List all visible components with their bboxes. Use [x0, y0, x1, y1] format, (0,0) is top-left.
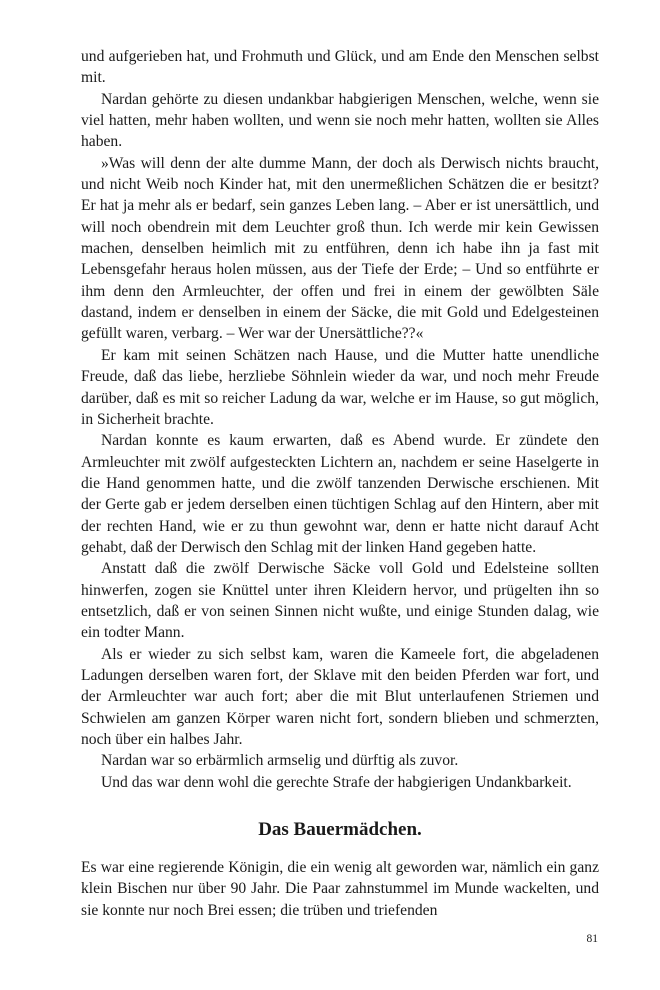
page-number: 81	[586, 933, 598, 945]
paragraph-3: »Was will denn der alte dumme Mann, der doch als Derwisch nichts braucht, und nicht Weib noch Kinder hat, mit den unermeßlichen Schätzen die er besitzt? Er hat ja mehr als er bedarf, sein ganzes Leben lang. – Aber er ist unersättlich, und will noch obendrein mit dem Leuchter groß thun. Ich werde mir kein Gewissen machen, denselben heimlich mit zu entführen, denn ich habe ihn ja fast mit Lebensgefahr heraus holen müssen, aus der Tiefe der Erde; – Und so entführte er ihm denn den Armleuchter, der offen und frei in einem der gewölbten Säle dastand, indem er denselben in einem der Säcke, die mit Gold und Edelgesteinen gefüllt waren, verbarg. – Wer war der Unersättliche??«	[81, 154, 599, 343]
paragraph-4: Er kam mit seinen Schätzen nach Hause, und die Mutter hatte unendliche Freude, daß das liebe, herzliebe Söhnlein wieder da war, und noch mehr Freude darüber, daß es mit so reicher Ladung da war, welche er im Hause, so gut möglich, in Sicherheit brachte.	[81, 346, 599, 428]
book-page	[81, 46, 599, 921]
paragraph-5: Nardan konnte es kaum erwarten, daß es Abend wurde. Er zündete den Armleuchter mit zwölf aufgesteckten Lichtern an, nachdem er seine Haselgerte in die Hand genommen hatte, und die zwölf tanzenden Derwische erschienen. Mit der Gerte gab er jedem derselben einen tüchtigen Schlag auf den Hintern, aber mit der rechten Hand, wie er zu thun gewohnt war, denn er hatte nicht darauf Acht gehabt, daß der Derwisch den Schlag mit der linken Hand gegeben hatte.	[81, 432, 599, 556]
paragraph-8: Nardan war so erbärmlich armselig und dürftig als zuvor.	[101, 752, 459, 770]
paragraph-6: Anstatt daß die zwölf Derwische Säcke voll Gold und Edelsteine sollten hinwerfen, zogen sie Knüttel unter ihren Kleidern hervor, und prügelten ihn so entsetzlich, daß er von seinen Sinnen nicht wußte, und einige Stunden dalag, wie ein todter Mann.	[81, 560, 599, 642]
paragraph-9: Und das war denn wohl die gerechte Strafe der habgierigen Undankbarkeit.	[101, 773, 572, 791]
chapter-heading: Das Bauermädchen.	[258, 819, 422, 841]
paragraph-2: Nardan gehörte zu diesen undankbar habgierigen Menschen, welche, wenn sie viel hatten, mehr haben wollten, und wenn sie noch mehr hatten, wollten sie Alles haben.	[81, 90, 599, 151]
paragraph-7: Als er wieder zu sich selbst kam, waren die Kameele fort, die abgeladenen Ladungen derselben waren fort, der Sklave mit den beiden Pferden war fort, und der Armleuchter war auch fort; aber die mit Blut unterlaufenen Striemen und Schwielen am ganzen Körper waren nicht fort, sondern blieben und schmerzten, noch über ein halbes Jahr.	[81, 645, 599, 748]
paragraph-1: und aufgerieben hat, und Frohmuth und Glück, und am Ende den Menschen selbst mit.	[81, 48, 599, 87]
paragraph-chapter-start: Es war eine regierende Königin, die ein wenig alt geworden war, nämlich ein ganz klein Bischen nur über 90 Jahr. Die Paar zahnstummel im Munde wackelten, und sie konnte nur noch Brei essen; die trüben und triefenden	[81, 859, 599, 919]
